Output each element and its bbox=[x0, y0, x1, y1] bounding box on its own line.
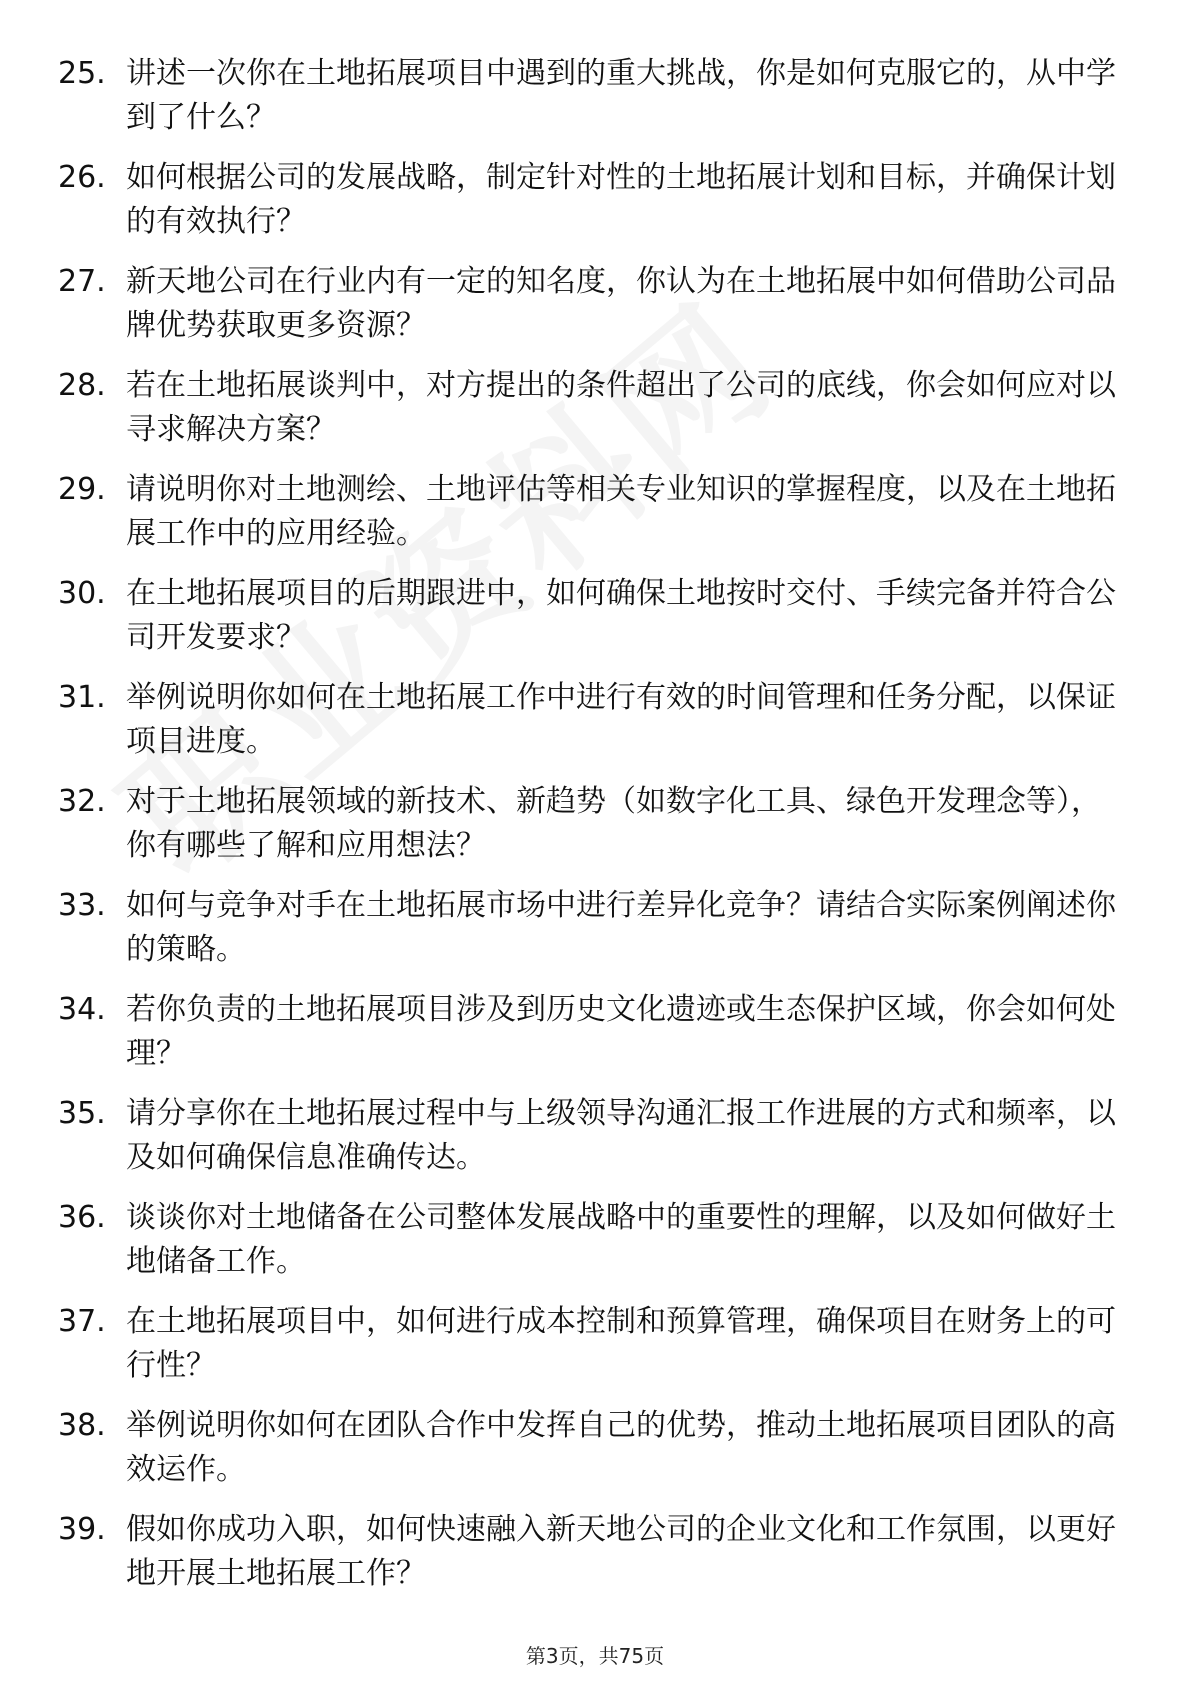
question-number: 33. bbox=[58, 888, 106, 923]
question-text: 若在土地拓展谈判中，对方提出的条件超出了公司的底线，你会如何应对以寻求解决方案？ bbox=[126, 368, 1116, 447]
question-number: 32. bbox=[58, 784, 106, 819]
question-text: 举例说明你如何在土地拓展工作中进行有效的时间管理和任务分配，以保证项目进度。 bbox=[126, 680, 1116, 759]
question-text: 请说明你对土地测绘、土地评估等相关专业知识的掌握程度，以及在土地拓展工作中的应用经验。 bbox=[126, 472, 1116, 551]
question-number: 30. bbox=[58, 576, 106, 611]
question-text: 讲述一次你在土地拓展项目中遇到的重大挑战，你是如何克服它的，从中学到了什么？ bbox=[126, 56, 1116, 135]
question-item bbox=[58, 676, 1118, 780]
question-item bbox=[58, 468, 1118, 572]
question-number: 36. bbox=[58, 1200, 106, 1235]
question-text: 假如你成功入职，如何快速融入新天地公司的企业文化和工作氛围，以更好地开展土地拓展工作？ bbox=[126, 1512, 1116, 1591]
page-number: 第3页，共75页 bbox=[525, 1644, 665, 1668]
question-item bbox=[58, 1404, 1118, 1508]
question-text: 如何根据公司的发展战略，制定针对性的土地拓展计划和目标，并确保计划的有效执行？ bbox=[126, 160, 1116, 239]
question-number: 25. bbox=[58, 56, 106, 91]
question-text: 在土地拓展项目中，如何进行成本控制和预算管理，确保项目在财务上的可行性？ bbox=[126, 1304, 1116, 1383]
question-item bbox=[58, 156, 1118, 260]
question-item bbox=[58, 884, 1118, 988]
question-number: 28. bbox=[58, 368, 106, 403]
question-text: 若你负责的土地拓展项目涉及到历史文化遗迹或生态保护区域，你会如何处理？ bbox=[126, 992, 1116, 1071]
question-number: 26. bbox=[58, 160, 106, 195]
page-footer bbox=[0, 1640, 1190, 1669]
question-number: 31. bbox=[58, 680, 106, 715]
question-item bbox=[58, 1508, 1118, 1612]
question-item bbox=[58, 1300, 1118, 1404]
question-text: 举例说明你如何在团队合作中发挥自己的优势，推动土地拓展项目团队的高效运作。 bbox=[126, 1408, 1116, 1487]
question-item bbox=[58, 780, 1118, 884]
question-item bbox=[58, 1196, 1118, 1300]
question-number: 29. bbox=[58, 472, 106, 507]
question-number: 34. bbox=[58, 992, 106, 1027]
question-number: 37. bbox=[58, 1304, 106, 1339]
question-item bbox=[58, 52, 1118, 156]
question-item bbox=[58, 260, 1118, 364]
question-text: 新天地公司在行业内有一定的知名度，你认为在土地拓展中如何借助公司品牌优势获取更多资源？ bbox=[126, 264, 1116, 343]
question-item bbox=[58, 364, 1118, 468]
question-number: 35. bbox=[58, 1096, 106, 1131]
question-number: 27. bbox=[58, 264, 106, 299]
question-number: 38. bbox=[58, 1408, 106, 1443]
question-item bbox=[58, 572, 1118, 676]
question-text: 请分享你在土地拓展过程中与上级领导沟通汇报工作进展的方式和频率，以及如何确保信息准确传达。 bbox=[126, 1096, 1116, 1175]
question-text: 对于土地拓展领域的新技术、新趋势（如数字化工具、绿色开发理念等），你有哪些了解和应用想法？ bbox=[126, 784, 1101, 863]
question-item bbox=[58, 1092, 1118, 1196]
question-text: 谈谈你对土地储备在公司整体发展战略中的重要性的理解，以及如何做好土地储备工作。 bbox=[126, 1200, 1116, 1279]
question-text: 如何与竞争对手在土地拓展市场中进行差异化竞争？请结合实际案例阐述你的策略。 bbox=[126, 888, 1116, 967]
question-item bbox=[58, 988, 1118, 1092]
question-text: 在土地拓展项目的后期跟进中，如何确保土地按时交付、手续完备并符合公司开发要求？ bbox=[126, 576, 1116, 655]
question-list bbox=[58, 52, 1118, 1612]
question-number: 39. bbox=[58, 1512, 106, 1547]
